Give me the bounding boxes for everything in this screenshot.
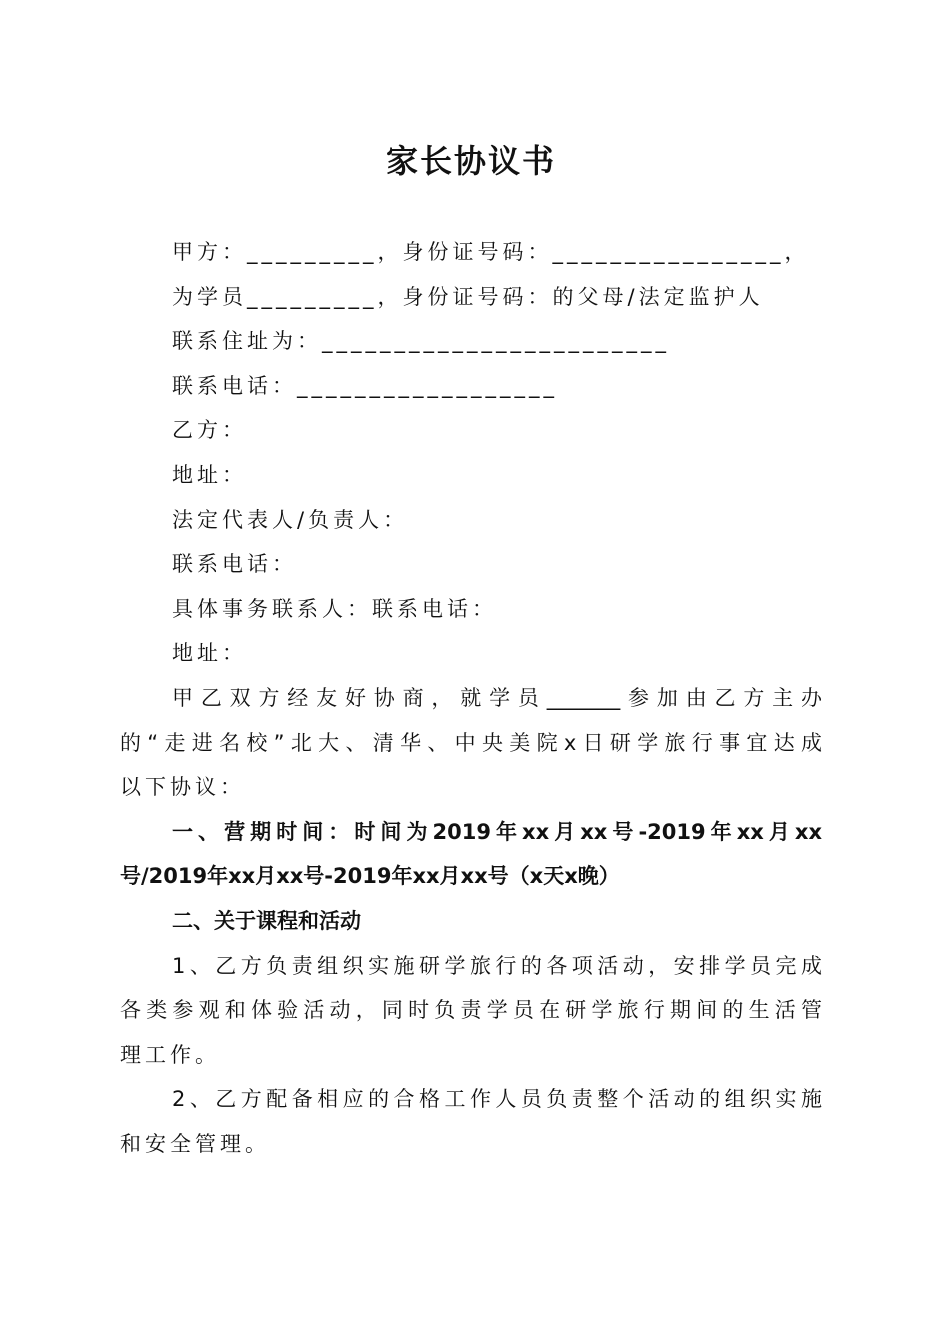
- party-b-address-line: 地址：: [172, 462, 247, 487]
- document-title: 家长协议书: [385, 142, 556, 180]
- intro-paragraph-line: 以下协议：: [120, 775, 245, 800]
- intro-paragraph-line: 甲乙双方经友好协商，就学员_______参加由乙方主办: [172, 685, 822, 710]
- clause-1-line: 理工作。: [120, 1042, 220, 1067]
- party-b-phone-line: 联系电话：: [172, 552, 297, 577]
- legal-representative-line: 法定代表人/负责人：: [172, 507, 409, 532]
- intro-paragraph-line: 的“走进名校”北大、清华、中央美院x日研学旅行事宜达成: [120, 730, 822, 755]
- party-a-phone-line: 联系电话：__________________: [172, 373, 558, 398]
- party-a-address-line: 联系住址为：________________________: [172, 329, 670, 354]
- clause-2-line: 和安全管理。: [120, 1131, 270, 1156]
- clause-2-line: 2、乙方配备相应的合格工作人员负责整个活动的组织实施: [172, 1087, 822, 1112]
- contact-person-line: 具体事务联系人：联系电话：: [172, 596, 497, 621]
- party-a-line: 甲方：_________，身份证号码：________________，: [172, 240, 810, 264]
- section-1-heading-line: 号/2019年xx月xx号-2019年xx月xx号（x天x晚）: [120, 864, 620, 889]
- student-line: 为学员_________，身份证号码：的父母/法定监护人: [172, 284, 764, 309]
- clause-1-line: 各类参观和体验活动，同时负责学员在研学旅行期间的生活管: [120, 998, 822, 1023]
- section-2-heading: 二、关于课程和活动: [172, 908, 361, 933]
- clause-1-line: 1、乙方负责组织实施研学旅行的各项活动，安排学员完成: [172, 953, 822, 978]
- section-1-heading-line: 一、营期时间：时间为2019年xx月xx号-2019年xx月xx: [172, 819, 822, 844]
- document-body: [120, 230, 822, 1166]
- party-b-line: 乙方：: [172, 418, 247, 443]
- party-b-address-line-2: 地址：: [172, 641, 247, 666]
